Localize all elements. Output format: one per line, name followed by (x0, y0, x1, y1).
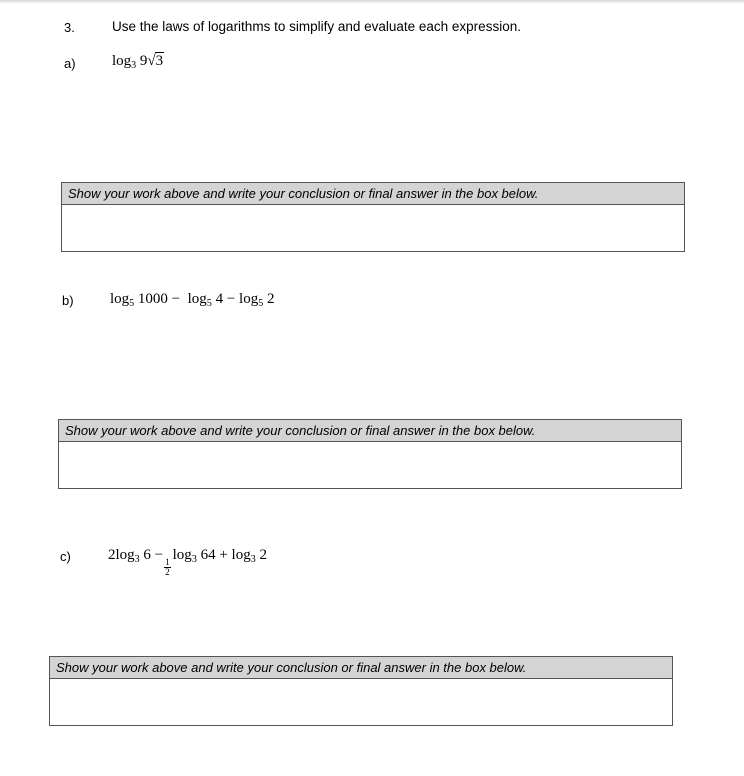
part-c-expression (108, 547, 267, 577)
answer-box-c (49, 656, 673, 726)
log-term: log (172, 547, 192, 563)
part-c-label: c) (60, 549, 71, 564)
log-base: 3 (134, 554, 140, 565)
operator: − (154, 547, 164, 563)
coefficient: 9 (139, 53, 148, 69)
log-base: 3 (191, 554, 197, 565)
log-term: log (110, 291, 130, 307)
log-base: 5 (258, 298, 264, 309)
log-term: log (231, 547, 251, 563)
answer-box-a (61, 182, 685, 252)
part-b-expression (110, 291, 274, 308)
log-argument: 6 (143, 547, 151, 563)
answer-box-b (58, 419, 682, 489)
log-base: 3 (131, 60, 137, 71)
answer-box-header: Show your work above and write your conclusion or final answer in the box below. (62, 183, 684, 205)
question-instruction: Use the laws of logarithms to simplify and evaluate each expression. (112, 19, 521, 34)
radical-sign: √ (147, 53, 156, 69)
answer-input-c[interactable] (50, 679, 672, 725)
operator: + (219, 547, 228, 563)
fraction-numerator: 1 (165, 557, 170, 567)
log-term: log (187, 291, 207, 307)
fraction (164, 558, 171, 577)
part-a-label: a) (64, 56, 76, 71)
fraction-denominator: 2 (165, 567, 170, 577)
operator: − (171, 291, 181, 307)
log-argument: 4 (215, 291, 224, 307)
log-term: log (239, 291, 259, 307)
log-argument: 2 (266, 291, 275, 307)
operator: − (226, 291, 236, 307)
log-term: log (115, 547, 135, 563)
log-base: 5 (206, 298, 212, 309)
log-base: 3 (250, 554, 256, 565)
log-argument: 1000 (137, 291, 168, 307)
answer-box-header: Show your work above and write your conclusion or final answer in the box below. (59, 420, 681, 442)
log-argument: 2 (259, 547, 267, 563)
question-number: 3. (64, 20, 75, 35)
answer-input-b[interactable] (59, 442, 681, 488)
part-a-expression (112, 53, 164, 70)
answer-box-header: Show your work above and write your conclusion or final answer in the box below. (50, 657, 672, 679)
coefficient: 2 (108, 547, 116, 563)
log-term: log (112, 53, 132, 69)
log-base: 5 (129, 298, 135, 309)
part-b-label: b) (62, 293, 74, 308)
page-top-edge (0, 0, 744, 4)
log-argument: 64 (200, 547, 216, 563)
radicand: 3 (155, 53, 164, 69)
answer-input-a[interactable] (62, 205, 684, 251)
square-root (147, 53, 164, 70)
